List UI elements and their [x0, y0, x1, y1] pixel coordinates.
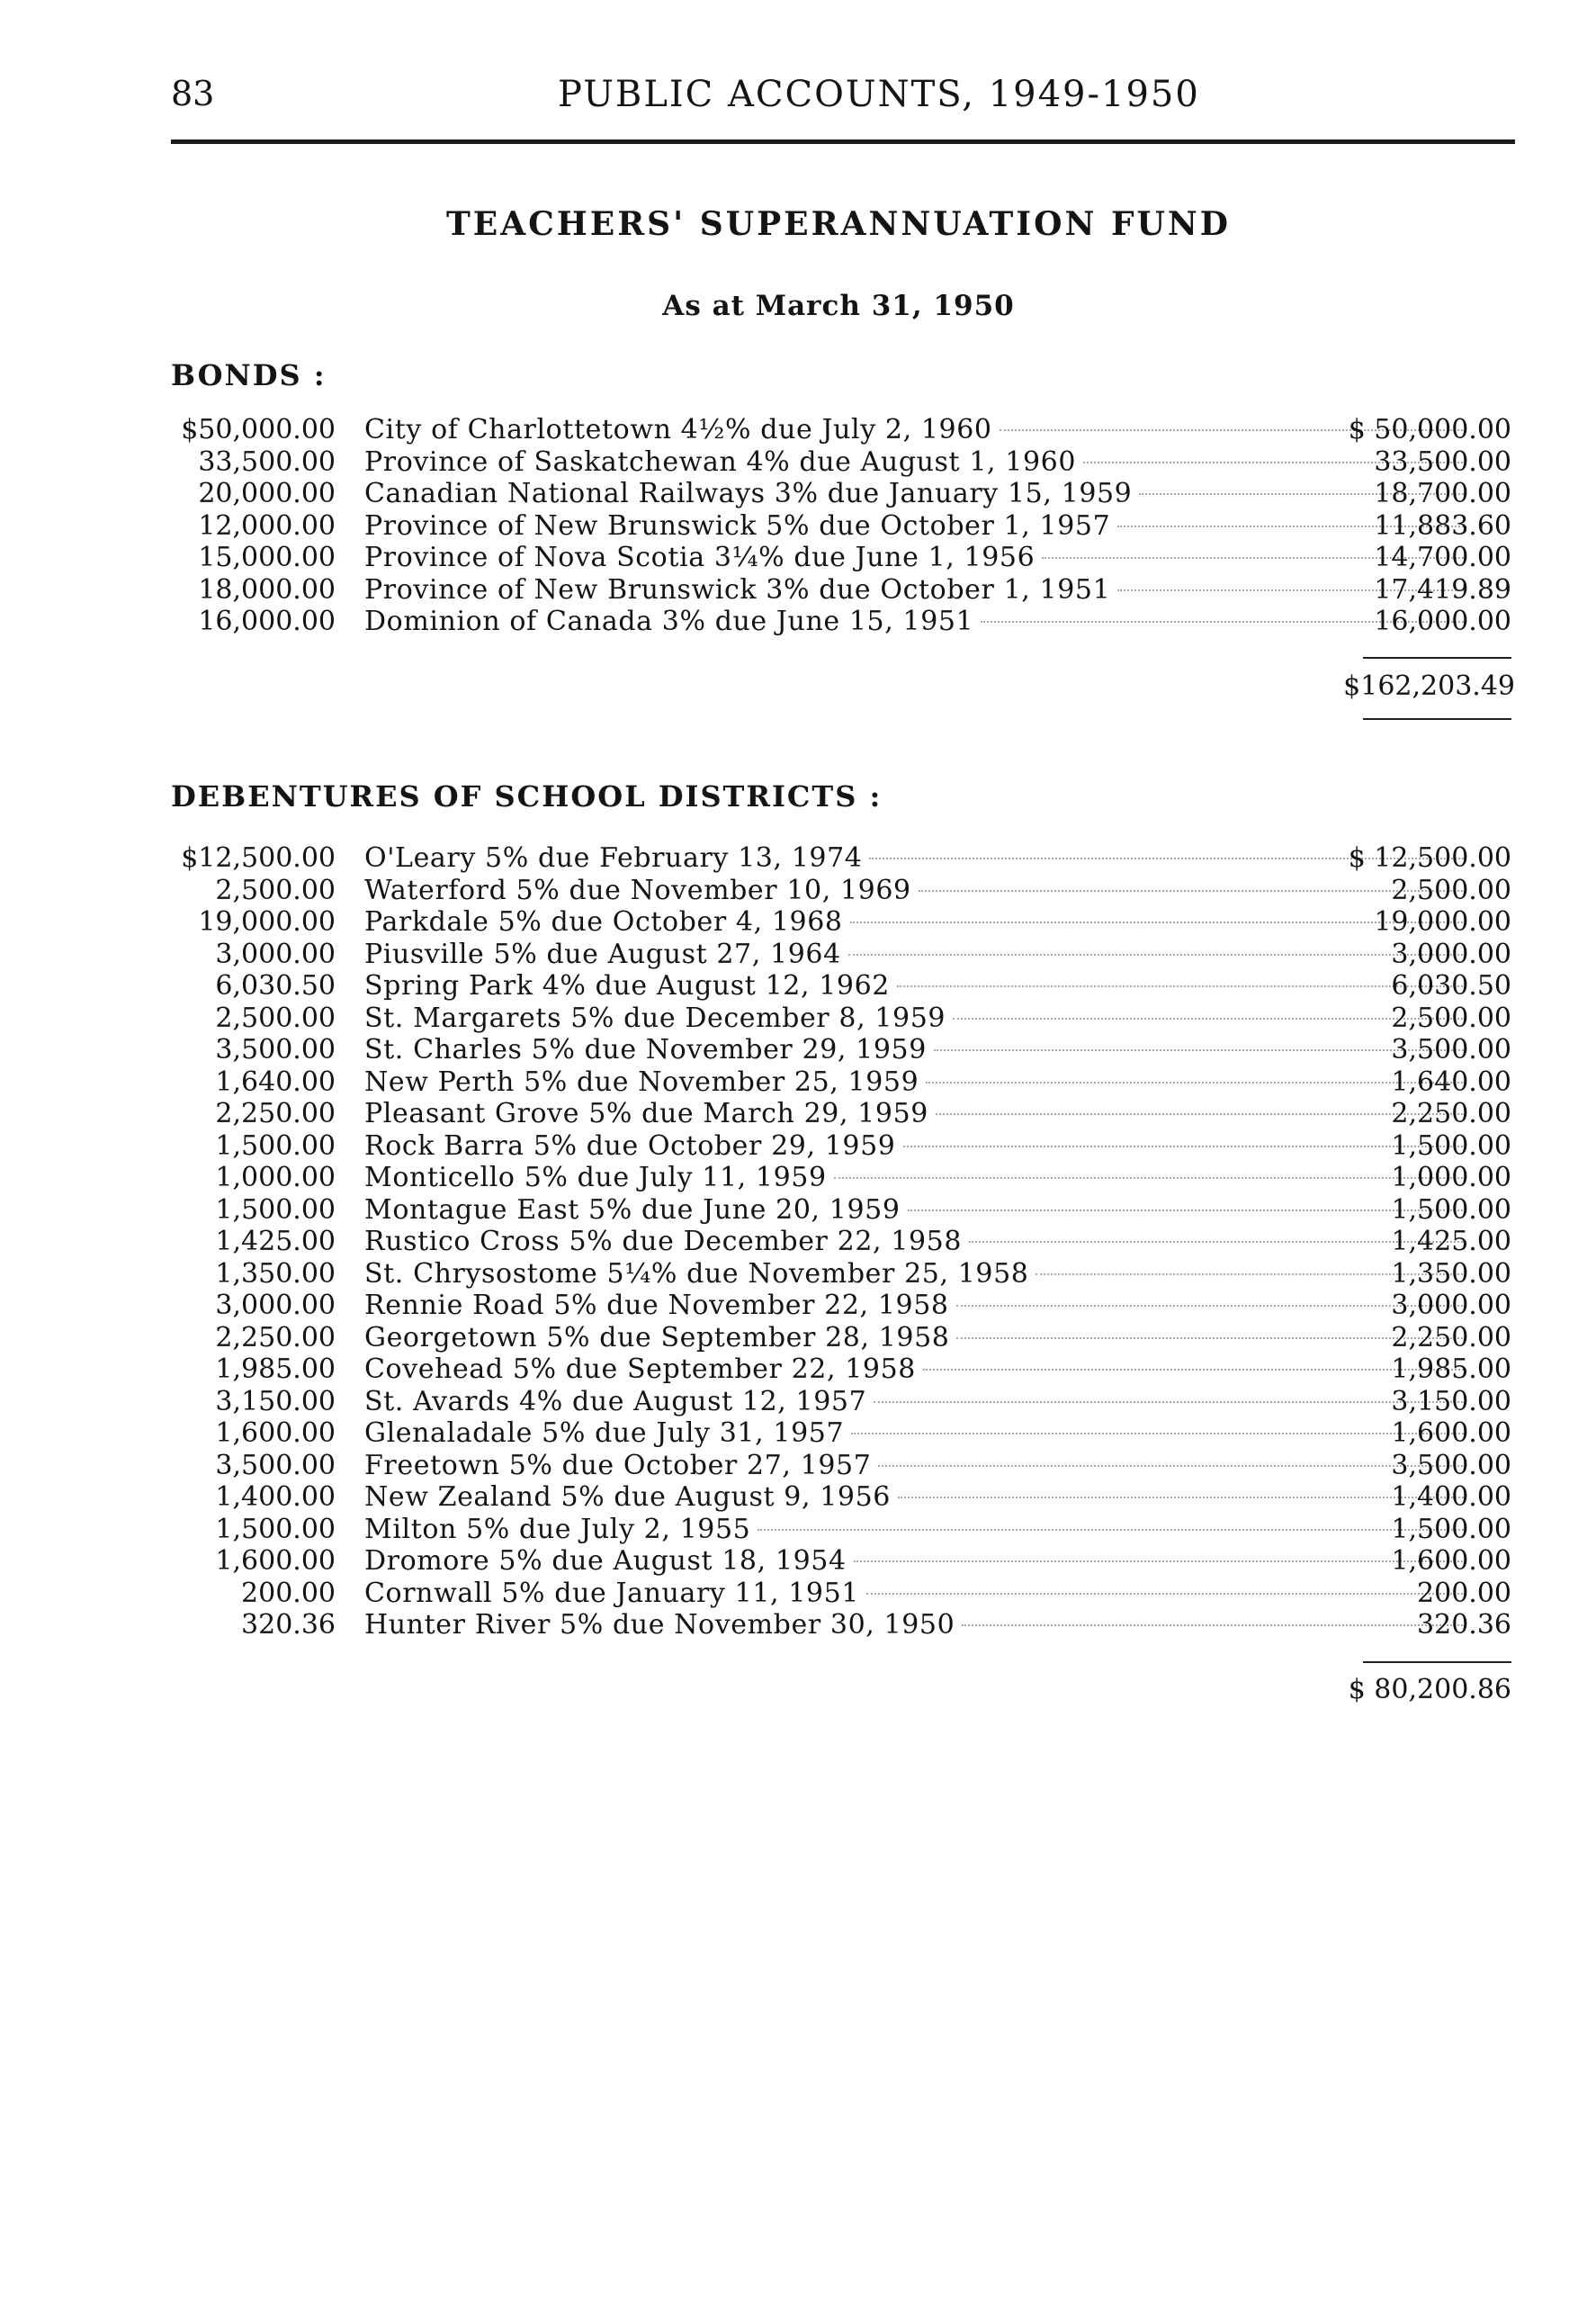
par-value: 3,000.00 [215, 1290, 336, 1321]
par-value: 2,500.00 [215, 1002, 336, 1034]
security-description [364, 1450, 1507, 1482]
table-row [171, 1450, 1511, 1482]
description-text: O'Leary 5% due February 13, 1974 [364, 842, 863, 874]
par-value: 3,500.00 [215, 1449, 336, 1481]
security-description [364, 510, 1507, 543]
par-value: 2,250.00 [215, 1098, 336, 1129]
book-value: 320.36 [1417, 1609, 1511, 1641]
debentures-total-rule [1363, 1661, 1511, 1663]
par-value: 1,500.00 [215, 1129, 336, 1162]
security-description [364, 875, 1507, 907]
book-value: 2,500.00 [1391, 874, 1511, 906]
table-row [171, 446, 1511, 479]
table-row [171, 1130, 1511, 1163]
description-text: St. Chrysostome 5¼% due November 25, 1958 [364, 1257, 1029, 1290]
book-value: 1,500.00 [1391, 1193, 1511, 1226]
table-row [171, 1290, 1511, 1322]
bonds-total-rule [1363, 657, 1511, 659]
description-text: Waterford 5% due November 10, 1969 [364, 874, 911, 906]
security-description [364, 1481, 1507, 1514]
description-text: Canadian National Railways 3% due January 15, 1959 [364, 478, 1133, 509]
book-value: 3,000.00 [1391, 938, 1511, 970]
table-row [171, 1481, 1511, 1514]
description-text: Georgetown 5% due September 28, 1958 [364, 1321, 950, 1353]
description-text: Piusville 5% due August 27, 1964 [364, 938, 841, 970]
security-description [364, 906, 1507, 939]
table-row [171, 970, 1511, 1003]
par-value: 3,500.00 [215, 1034, 336, 1066]
table-row [171, 606, 1511, 638]
security-description [364, 1609, 1507, 1641]
description-text: Province of New Brunswick 3% due October 1, 1951 [364, 573, 1111, 606]
table-row [171, 842, 1511, 875]
description-text: Glenaladale 5% due July 31, 1957 [364, 1417, 845, 1449]
table-row [171, 1034, 1511, 1066]
description-text: Rustico Cross 5% due December 22, 1958 [364, 1226, 963, 1257]
table-row [171, 906, 1511, 939]
security-description [364, 1417, 1507, 1450]
security-description [364, 1066, 1507, 1099]
description-text: Spring Park 4% due August 12, 1962 [364, 970, 890, 1002]
running-head [171, 74, 1511, 119]
debentures-table [171, 842, 1511, 1641]
book-value: 19,000.00 [1374, 906, 1511, 938]
par-value: 1,000.00 [215, 1162, 336, 1193]
book-value: 1,425.00 [1391, 1226, 1511, 1257]
par-value: $50,000.00 [181, 414, 336, 445]
table-row [171, 1417, 1511, 1450]
description-text: Cornwall 5% due January 11, 1951 [364, 1577, 859, 1609]
book-value: 1,500.00 [1391, 1513, 1511, 1545]
table-row [171, 1322, 1511, 1354]
security-description [364, 842, 1507, 875]
table-row [171, 1258, 1511, 1290]
book-value: 3,500.00 [1391, 1449, 1511, 1481]
description-text: St. Margarets 5% due December 8, 1959 [364, 1002, 946, 1034]
par-value: 33,500.00 [198, 445, 336, 478]
par-value: 1,500.00 [215, 1193, 336, 1226]
par-value: 1,600.00 [215, 1417, 336, 1449]
book-value: 200.00 [1417, 1577, 1511, 1609]
table-row [171, 939, 1511, 971]
book-value: 2,250.00 [1391, 1098, 1511, 1129]
security-description [364, 970, 1507, 1003]
book-value: 1,500.00 [1391, 1129, 1511, 1162]
par-value: 3,150.00 [215, 1385, 336, 1417]
table-row [171, 1194, 1511, 1227]
book-value: 14,700.00 [1374, 542, 1511, 573]
table-row [171, 1003, 1511, 1035]
par-value: 1,640.00 [215, 1066, 336, 1098]
par-value: 2,250.00 [215, 1321, 336, 1353]
book-value: 1,640.00 [1391, 1066, 1511, 1098]
table-row [171, 1226, 1511, 1258]
security-description [364, 1545, 1507, 1578]
security-description [364, 446, 1507, 479]
security-description [364, 478, 1507, 510]
description-text: Rock Barra 5% due October 29, 1959 [364, 1129, 896, 1162]
description-text: Province of Nova Scotia 3¼% due June 1, 1956 [364, 542, 1036, 573]
security-description [364, 1386, 1507, 1418]
par-value: 3,000.00 [215, 938, 336, 970]
bonds-total-underline [1363, 718, 1511, 720]
description-text: Parkdale 5% due October 4, 1968 [364, 906, 843, 938]
page-number: 83 [171, 74, 215, 113]
description-text: Pleasant Grove 5% due March 29, 1959 [364, 1098, 928, 1129]
par-value: 1,350.00 [215, 1257, 336, 1290]
security-description [364, 1162, 1507, 1194]
security-description [364, 606, 1507, 638]
bonds-heading: BONDS : [171, 358, 327, 392]
security-description [364, 414, 1507, 446]
book-value: $ 12,500.00 [1348, 842, 1511, 874]
table-row [171, 1098, 1511, 1130]
page-title: TEACHERS' SUPERANNUATION FUND [445, 205, 1232, 243]
book-value: 1,400.00 [1391, 1481, 1511, 1513]
security-description [364, 1578, 1507, 1610]
book-value: 2,250.00 [1391, 1321, 1511, 1353]
table-row [171, 1162, 1511, 1194]
security-description [364, 1514, 1507, 1546]
book-value: 11,883.60 [1374, 509, 1511, 542]
description-text: Province of New Brunswick 5% due October 1, 1957 [364, 509, 1111, 542]
book-value: 1,985.00 [1391, 1353, 1511, 1385]
running-title: PUBLIC ACCOUNTS, 1949-1950 [558, 74, 1200, 115]
security-description [364, 1353, 1507, 1386]
description-text: City of Charlottetown 4½% due July 2, 1960 [364, 414, 992, 445]
security-description [364, 542, 1507, 574]
description-text: Dominion of Canada 3% due June 15, 1951 [364, 606, 974, 637]
description-text: Monticello 5% due July 11, 1959 [364, 1162, 827, 1193]
description-text: Covehead 5% due September 22, 1958 [364, 1353, 916, 1385]
table-row [171, 478, 1511, 510]
table-row [171, 1578, 1511, 1610]
book-value: 1,600.00 [1391, 1417, 1511, 1449]
par-value: 1,500.00 [215, 1513, 336, 1545]
description-text: St. Avards 4% due August 12, 1957 [364, 1385, 867, 1417]
security-description [364, 1194, 1507, 1227]
table-row [171, 510, 1511, 543]
description-text: Province of Saskatchewan 4% due August 1, 1960 [364, 445, 1077, 478]
par-value: 6,030.50 [215, 970, 336, 1002]
book-value: 3,000.00 [1391, 1290, 1511, 1321]
par-value: 16,000.00 [198, 606, 336, 637]
book-value: 2,500.00 [1391, 1002, 1511, 1034]
book-value: 18,700.00 [1374, 478, 1511, 509]
table-row [171, 1609, 1511, 1641]
table-row [171, 875, 1511, 907]
par-value: 2,500.00 [215, 874, 336, 906]
bonds-table [171, 414, 1511, 638]
book-value: $ 50,000.00 [1348, 414, 1511, 445]
security-description [364, 1290, 1507, 1322]
par-value: 12,000.00 [198, 509, 336, 542]
table-row [171, 542, 1511, 574]
par-value: 320.36 [241, 1609, 336, 1641]
par-value: 15,000.00 [198, 542, 336, 573]
par-value: 1,985.00 [215, 1353, 336, 1385]
table-row [171, 1514, 1511, 1546]
table-row [171, 574, 1511, 607]
par-value: 20,000.00 [198, 478, 336, 509]
table-row [171, 414, 1511, 446]
debentures-total: $ 80,200.86 [1348, 1674, 1511, 1705]
security-description [364, 1130, 1507, 1163]
book-value: 33,500.00 [1374, 445, 1511, 478]
description-text: Freetown 5% due October 27, 1957 [364, 1449, 872, 1481]
book-value: 3,500.00 [1391, 1034, 1511, 1066]
header-rule [171, 139, 1515, 144]
security-description [364, 1098, 1507, 1130]
book-value: 6,030.50 [1391, 970, 1511, 1002]
par-value: 1,425.00 [215, 1226, 336, 1257]
par-value: 1,600.00 [215, 1545, 336, 1577]
table-row [171, 1386, 1511, 1418]
debentures-heading: DEBENTURES OF SCHOOL DISTRICTS : [171, 779, 883, 814]
security-description [364, 1226, 1507, 1258]
description-text: Dromore 5% due August 18, 1954 [364, 1545, 847, 1577]
table-row [171, 1545, 1511, 1578]
book-value: 3,150.00 [1391, 1385, 1511, 1417]
par-value: $12,500.00 [181, 842, 336, 874]
security-description [364, 574, 1507, 607]
description-text: St. Charles 5% due November 29, 1959 [364, 1034, 927, 1066]
security-description [364, 1322, 1507, 1354]
book-value: 17,419.89 [1374, 573, 1511, 606]
book-value: 16,000.00 [1374, 606, 1511, 637]
par-value: 18,000.00 [198, 573, 336, 606]
security-description [364, 1034, 1507, 1066]
description-text: New Zealand 5% due August 9, 1956 [364, 1481, 891, 1513]
description-text: New Perth 5% due November 25, 1959 [364, 1066, 919, 1098]
table-row [171, 1066, 1511, 1099]
table-row [171, 1353, 1511, 1386]
par-value: 200.00 [241, 1577, 336, 1609]
book-value: 1,000.00 [1391, 1162, 1511, 1193]
description-text: Hunter River 5% due November 30, 1950 [364, 1609, 955, 1641]
description-text: Rennie Road 5% due November 22, 1958 [364, 1290, 949, 1321]
book-value: 1,600.00 [1391, 1545, 1511, 1577]
security-description [364, 1258, 1507, 1290]
par-value: 1,400.00 [215, 1481, 336, 1513]
page-subtitle: As at March 31, 1950 [662, 290, 1015, 322]
bonds-total: $162,203.49 [1343, 670, 1515, 702]
par-value: 19,000.00 [198, 906, 336, 938]
description-text: Milton 5% due July 2, 1955 [364, 1513, 751, 1545]
security-description [364, 1003, 1507, 1035]
description-text: Montague East 5% due June 20, 1959 [364, 1193, 901, 1226]
book-value: 1,350.00 [1391, 1257, 1511, 1290]
security-description [364, 939, 1507, 971]
